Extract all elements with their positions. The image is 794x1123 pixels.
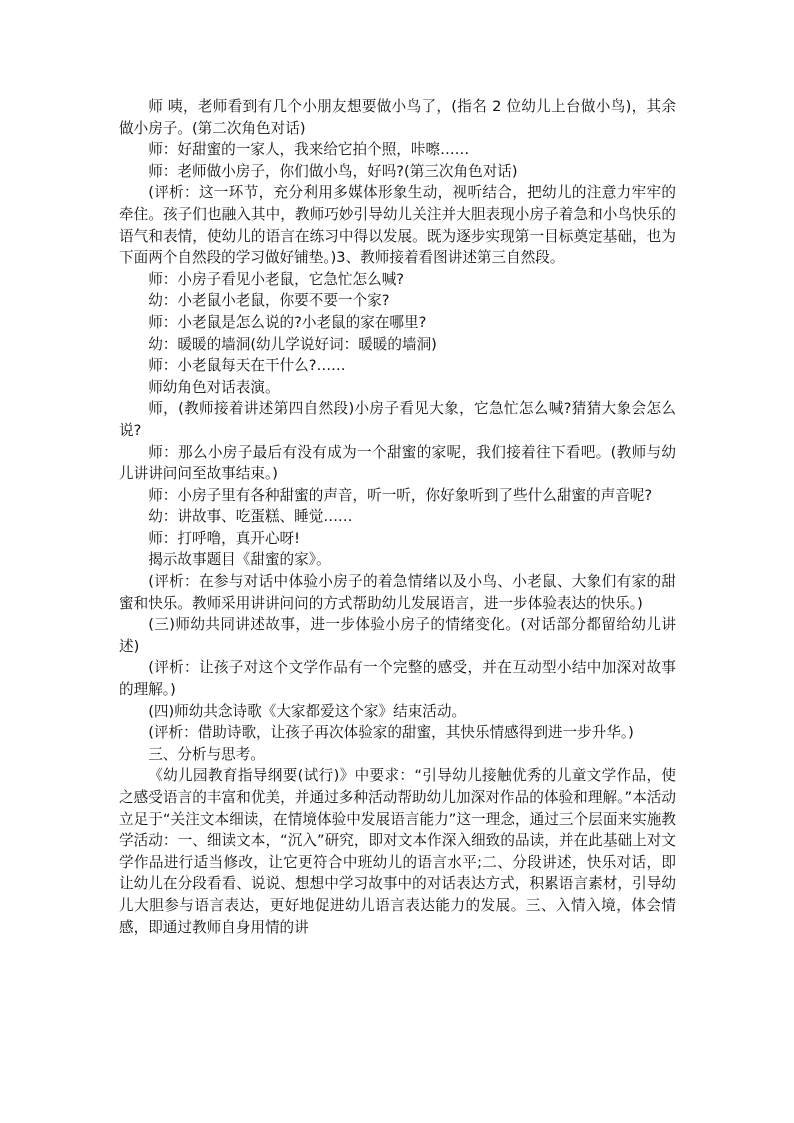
- paragraph: 《幼儿园教育指导纲要(试行)》中要求：“引导幼儿接触优秀的儿童文学作品，使之感受语言的丰富和优美，并通过多种活动帮助幼儿加深对作品的体验和理解。”本活动立足于“关注文本细读，在情境体验中发展语言能力”这一理念，通过三个层面来实施教学活动：一、细读文本，“沉入”研究，即对文本作深入细致的品读，并在此基础上对文学作品进行适当修改，让它更符合中班幼儿的语言水平;二、分段讲述，快乐对话，即让幼儿在分段看看、说说、想想中学习故事中的对话表达方式，积累语言素材，引导幼儿大胆参与语言表达，更好地促进幼儿语言表达能力的发展。三、入情入境，体会情感，即通过教师自身用情的讲: [119, 767, 676, 936]
- document-body: [119, 96, 676, 938]
- paragraph: (评析：让孩子对这个文学作品有一个完整的感受，并在互动型小结中加深对故事的理解。): [119, 659, 676, 699]
- paragraph: 师幼角色对话表演。: [148, 378, 280, 396]
- paragraph: (四)师幼共念诗歌《大家都爱这个家》结束活动。: [148, 702, 467, 720]
- paragraph: 师：小房子看见小老鼠，它急忙怎么喊?: [148, 270, 405, 288]
- paragraph: 幼：讲故事、吃蛋糕、睡觉……: [148, 508, 353, 526]
- paragraph: (评析：借助诗歌，让孩子再次体验家的甜蜜，其快乐情感得到进一步升华。): [148, 724, 634, 742]
- paragraph: 师：打呼噜，真开心呀!: [148, 529, 300, 547]
- paragraph: (评析：在参与对话中体验小房子的着急情绪以及小鸟、小老鼠、大象们有家的甜蜜和快乐。教师采用讲讲问问的方式帮助幼儿发展语言，进一步体验表达的快乐。): [119, 573, 676, 612]
- paragraph: 师：那么小房子最后有没有成为一个甜蜜的家呢，我们接着往下看吧。(教师与幼儿讲讲问问至故事结束。): [119, 443, 676, 483]
- paragraph: (三)师幼共同讲述故事，进一步体验小房子的情绪变化。(对话部分都留给幼儿讲述): [119, 616, 676, 655]
- paragraph: 幼：暖暖的墙洞(幼儿学说好词：暖暖的墙洞): [148, 335, 437, 353]
- paragraph: 师：小房子里有各种甜蜜的声音，听一听，你好象听到了些什么甜蜜的声音呢?: [148, 486, 653, 504]
- paragraph: 师，(教师接着讲述第四自然段)小房子看见大象，它急忙怎么喊?猜猜大象会怎么说?: [119, 400, 676, 439]
- paragraph: 师：小老鼠每天在干什么?……: [148, 357, 346, 375]
- paragraph: 幼：小老鼠小老鼠，你要不要一个家?: [148, 292, 390, 310]
- paragraph: 师 咦，老师看到有几个小朋友想要做小鸟了，(指名 2 位幼儿上台做小鸟)，其余做小房子。(第二次角色对话): [119, 98, 676, 137]
- paragraph: 揭示故事题目《甜蜜的家》。: [148, 551, 331, 569]
- paragraph: 师：老师做小房子，你们做小鸟，好吗?(第三次角色对话): [148, 162, 518, 180]
- section-heading: 三、分析与思考。: [148, 745, 265, 763]
- paragraph: 师：好甜蜜的一家人，我来给它拍个照，咔嚓……: [148, 141, 470, 159]
- paragraph: (评析：这一环节，充分利用多媒体形象生动，视听结合，把幼儿的注意力牢牢的牵住。孩子们也融入其中，教师巧妙引导幼儿关注并大胆表现小房子着急和小鸟快乐的语气和表情，使幼儿的语言在练习中得以发展。既为逐步实现第一目标奠定基础，也为下面两个自然段的学习做好铺垫。)3、教师接着看图讲述第三自然段。: [119, 184, 676, 267]
- paragraph: 师：小老鼠是怎么说的?小老鼠的家在哪里?: [148, 313, 427, 331]
